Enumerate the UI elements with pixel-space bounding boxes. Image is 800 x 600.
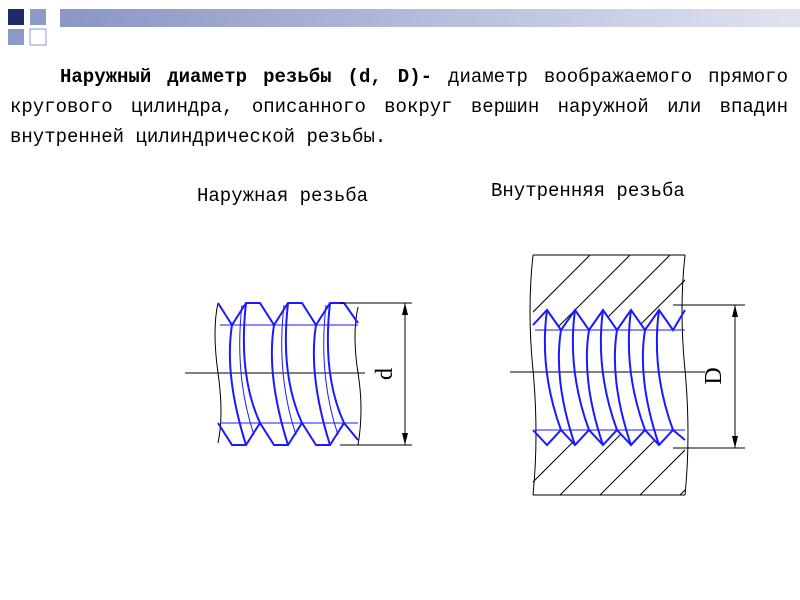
header-square-dark [8, 9, 24, 25]
internal-thread-caption: Внутренняя резьба [491, 180, 685, 202]
external-thread-caption: Наружная резьба [197, 185, 369, 207]
thread-profile-top [533, 310, 685, 330]
break-line [530, 255, 536, 495]
break-line [682, 255, 688, 495]
header-square-outline [30, 29, 46, 45]
thread-flanks [230, 303, 344, 445]
external-thread-diagram [180, 285, 420, 460]
header-square-light [30, 9, 46, 25]
internal-thread-diagram [505, 250, 765, 500]
hatching-bottom [505, 420, 755, 500]
dimension-arrow [402, 303, 408, 315]
dimension-label-d: d [372, 368, 398, 380]
definition-text [10, 62, 788, 152]
definition-term: Наружный диаметр резьбы (d, D)- [60, 66, 433, 88]
thread-profile-bottom [533, 430, 685, 445]
dimension-arrow [732, 436, 738, 448]
break-line [355, 307, 361, 445]
dimension-arrow [732, 305, 738, 317]
header-square-light [8, 29, 24, 45]
dimension-arrow [402, 433, 408, 445]
dimension-label-D: D [701, 367, 727, 385]
header-bar [60, 9, 800, 27]
definition-body: диаметр воображаемого прямого кругового цилиндра, описанного вокруг вершин наружной или впадин внутренней цилиндрической резьбы. [10, 66, 788, 148]
header-decoration [0, 0, 800, 60]
